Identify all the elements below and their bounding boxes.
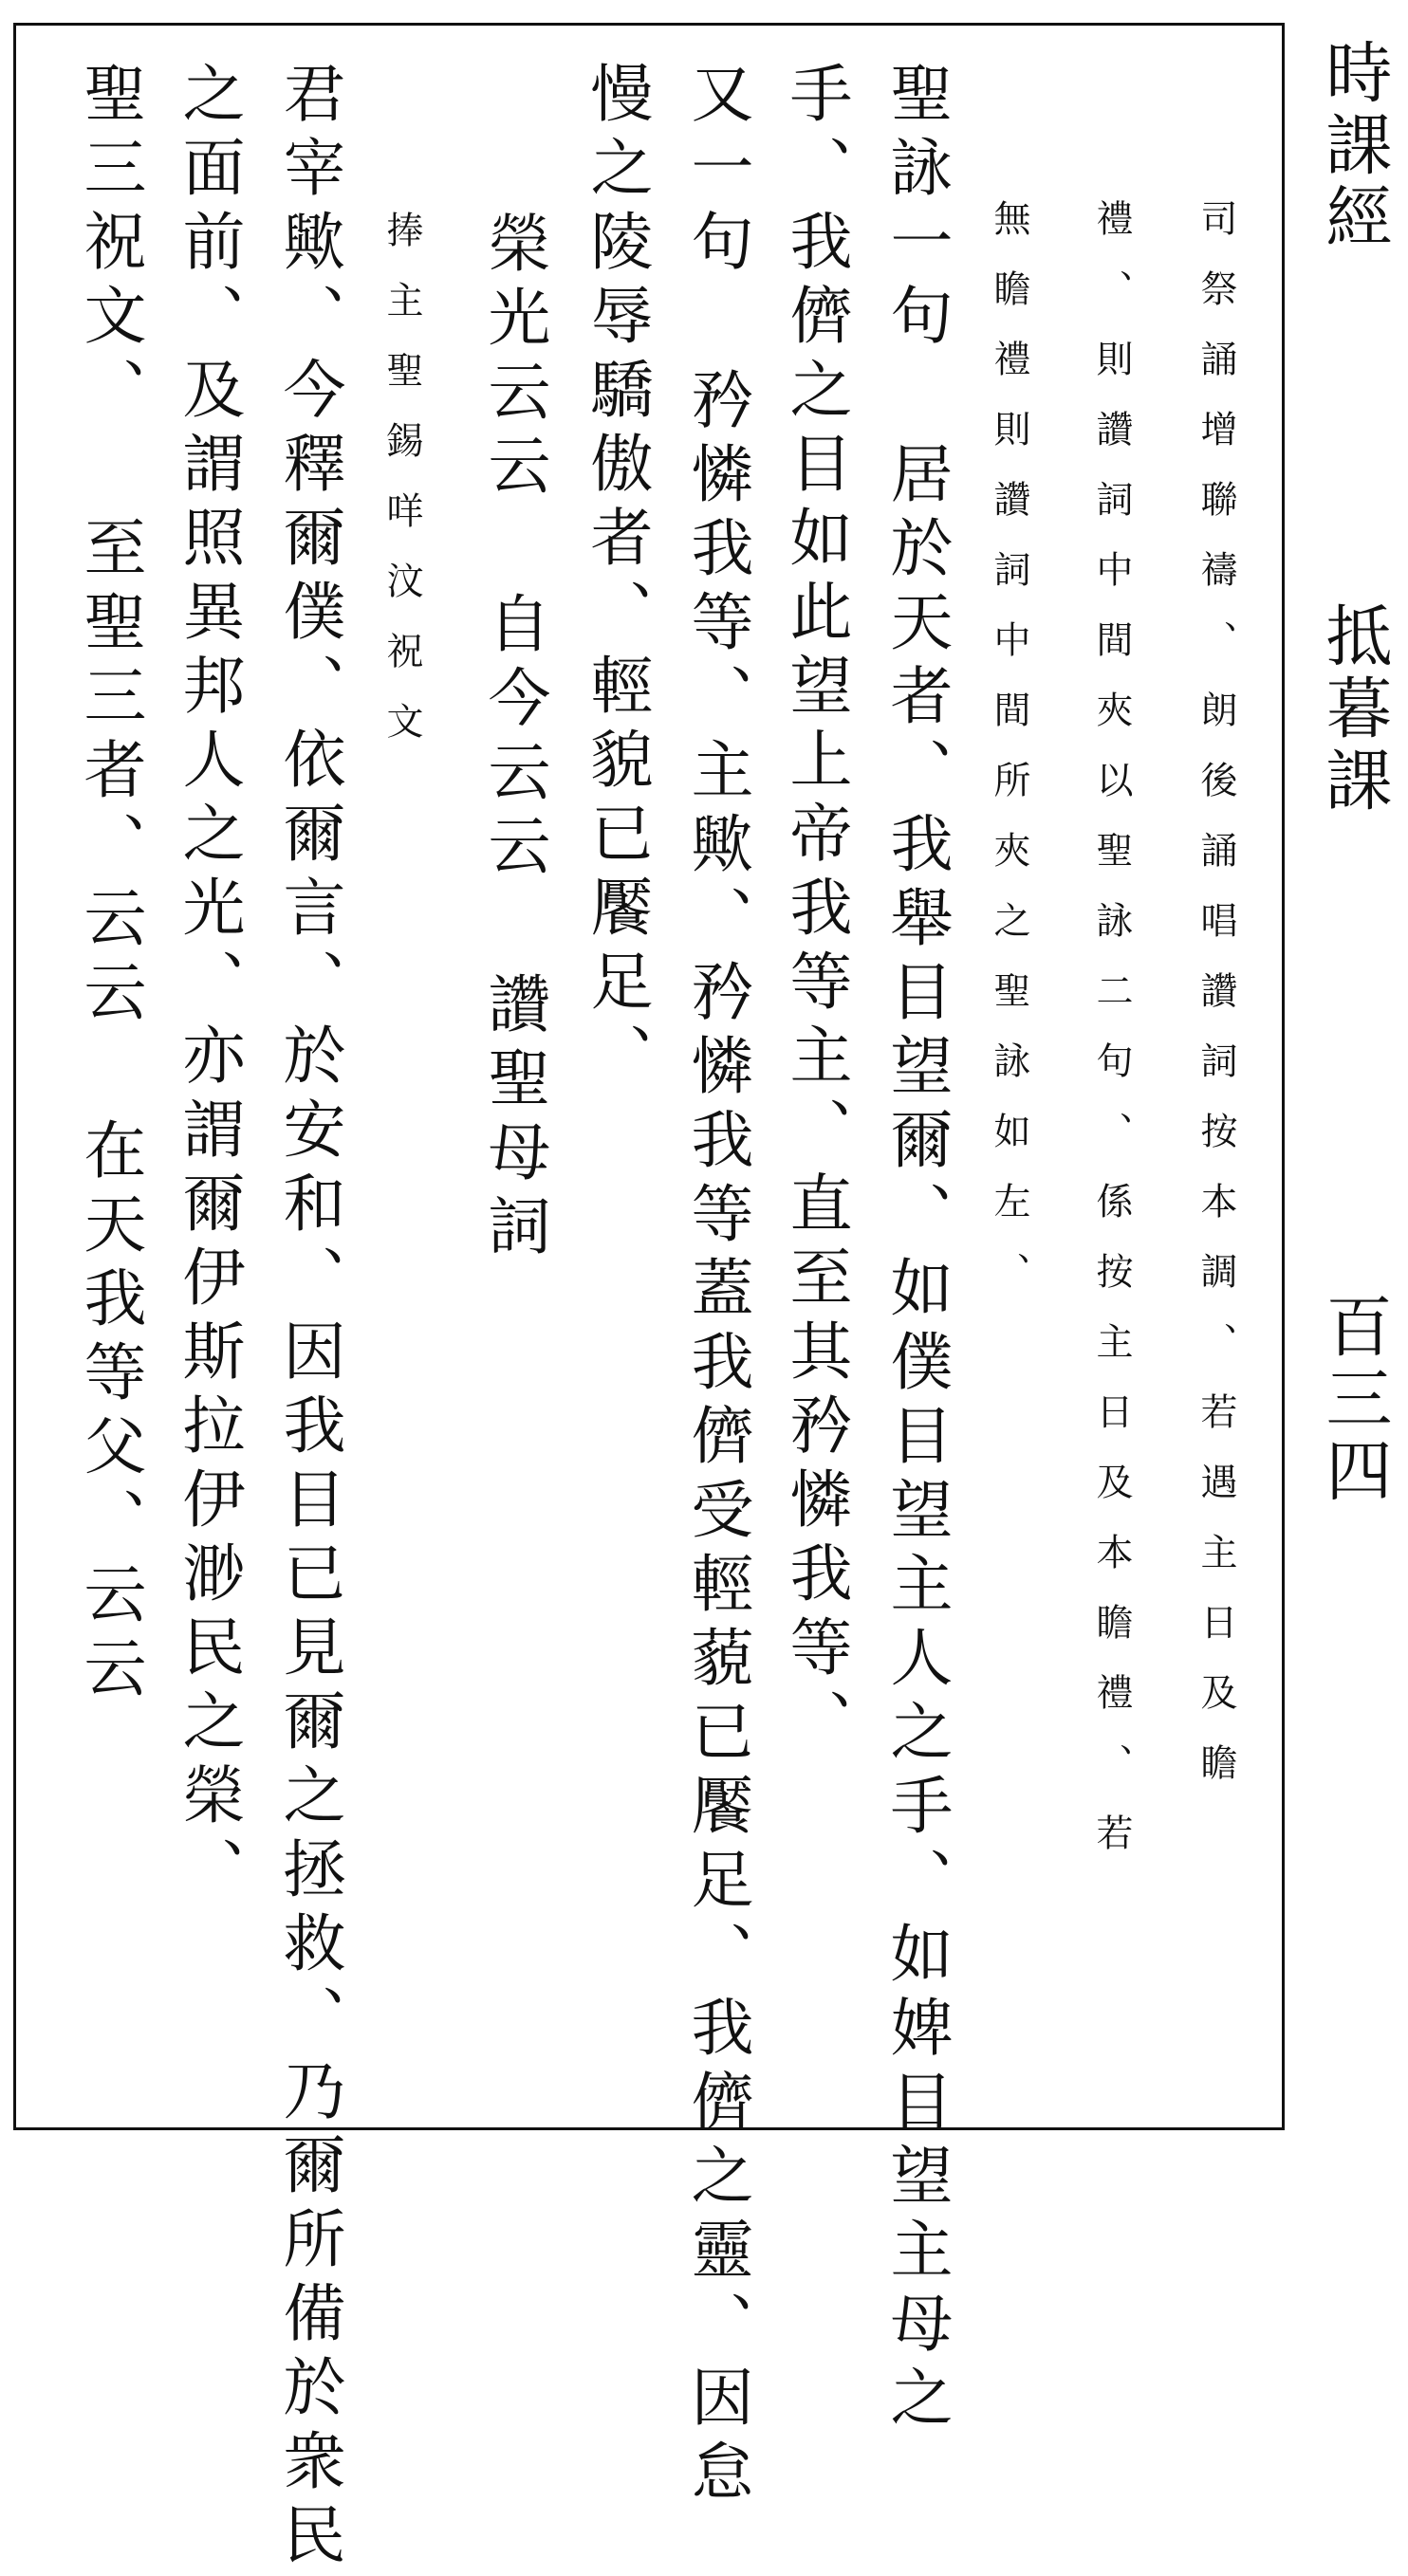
text-column-1: 司祭誦增聯禱、朗後誦唱讚詞按本調、若遇主日及瞻: [1195, 199, 1237, 1813]
text-column-4: 聖詠一句 居於天者、我舉目望爾、如僕目望主人之手、如婢目望主母之: [880, 61, 953, 2438]
text-column-2: 禮、則讚詞中間夾以聖詠二句、係按主日及本瞻禮、若: [1090, 199, 1133, 1884]
page-number: 百三四: [1315, 1292, 1393, 1508]
text-column-10: 君宰歟、今釋爾僕、依爾言、於安和、因我目已見爾之拯救、乃爾所備於衆民: [272, 61, 345, 2576]
text-column-3: 無瞻禮則讚詞中間所夾之聖詠如左、: [988, 199, 1030, 1322]
text-column-12: 聖三祝文、 至聖三者、云云 在天我等父、云云: [73, 61, 146, 1709]
text-column-11: 之面前、及謂照異邦人之光、亦謂爾伊斯拉伊渺民之榮、: [172, 61, 245, 1910]
section-title: 抵暮課: [1315, 601, 1393, 818]
text-column-8: 榮光云云 自今云云 讚聖母詞: [477, 211, 550, 1267]
text-column-5: 手、我儕之目如此望上帝我等主、直至其矜憐我等、: [779, 61, 852, 1762]
text-column-9: 捧主聖錫咩汶祝文: [380, 211, 423, 772]
book-title: 時課經: [1315, 38, 1393, 254]
text-column-7: 慢之陵辱驕傲者、輕貌已饜足、: [580, 61, 653, 1096]
text-column-6: 又一句 矜憐我等、主歟、矜憐我等蓋我儕受輕藐已饜足、我儕之靈、因怠: [680, 61, 753, 2512]
